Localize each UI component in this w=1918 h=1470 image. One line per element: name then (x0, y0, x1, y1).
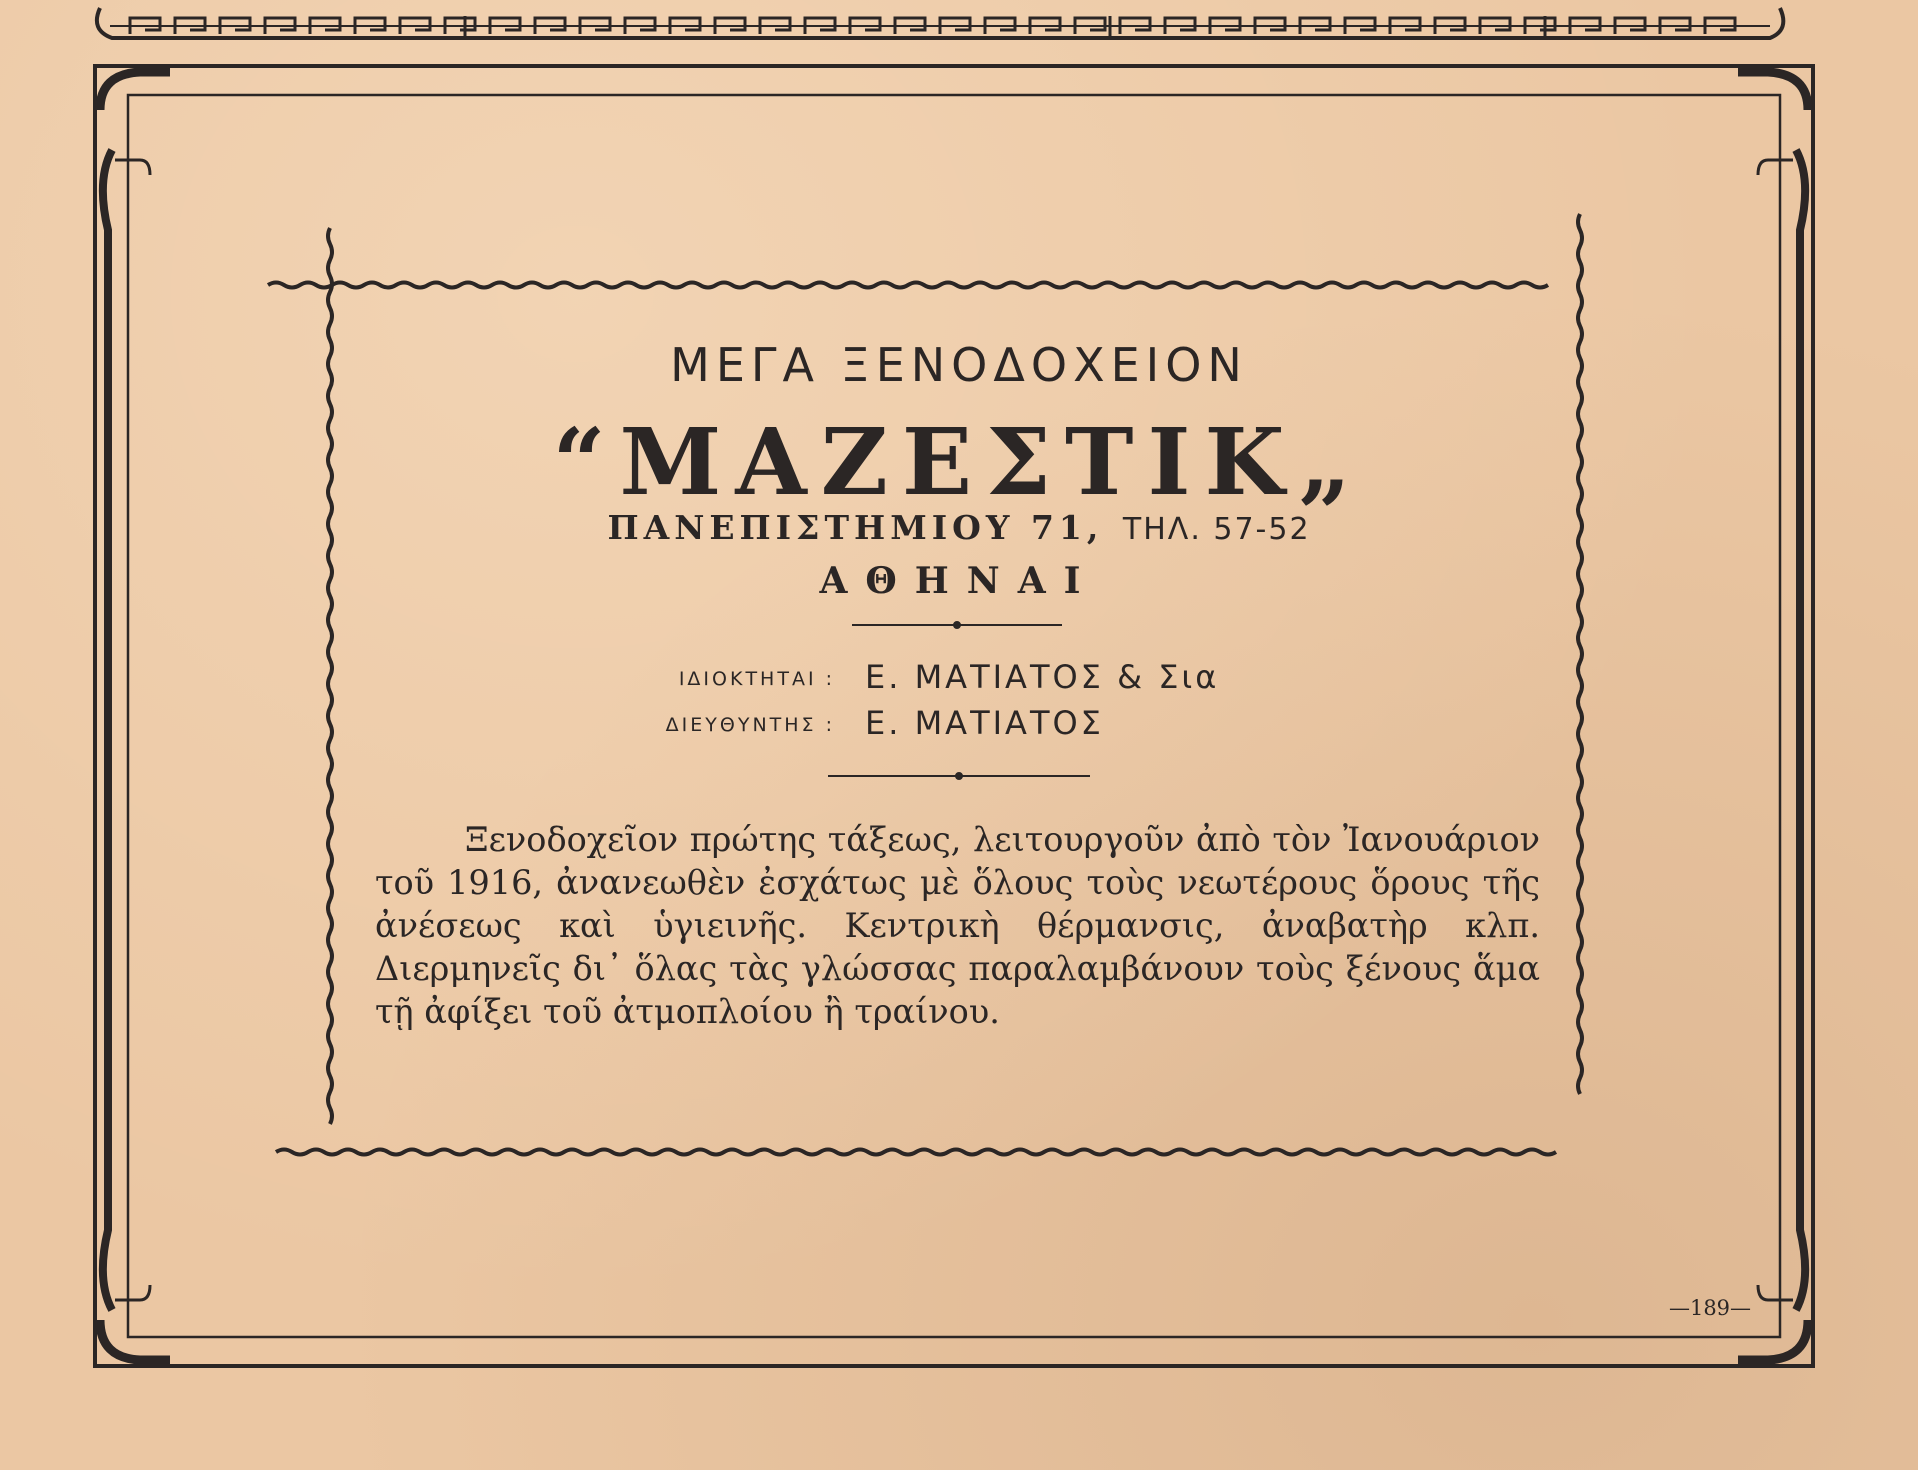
owners-label: ΙΔΙΟΚΤΗΤΑΙ : (678, 668, 835, 690)
ad-heading: ΜΕΓΑ ΞΕΝΟΔΟΧΕΙΟΝ (670, 338, 1248, 392)
director-label: ΔΙΕΥΘΥΝΤΗΣ : (665, 714, 835, 736)
owners-value: Ε. ΜΑΤΙΑΤΟΣ & Σια (865, 658, 1220, 696)
street-address: ΠΑΝΕΠΙΣΤΗΜΙΟΥ 71, (607, 508, 1104, 547)
address-line (0, 508, 1918, 547)
director-value: Ε. ΜΑΤΙΑΤΟΣ (865, 704, 1104, 742)
divider-rules (828, 622, 1090, 780)
hotel-name: “ΜΑΖΕΣΤΙΚ„ (552, 408, 1366, 516)
greek-key-band (97, 8, 1783, 38)
page-number: —189— (1668, 1296, 1752, 1320)
phone-number: ΤΗΛ. 57-52 (1122, 512, 1311, 547)
city-name: ΑΘΗΝΑΙ (819, 560, 1099, 602)
hotel-description: Ξενοδοχεῖον πρώτης τάξεως, λειτουργοῦν ἀπὸ τὸν Ἰανουάριον τοῦ 1916, ἀνανεωθὲν ἐσχάτως μὲ ὅλους τοὺς νεωτέρους ὅρους τῆς ἀνέσεως καὶ ὑγιεινῆς. Κεντρικὴ θέρμανσις, ἀναβατὴρ κλπ. Διερμηνεῖς δι᾽ ὅλας τὰς γλώσσας παραλαμβάνουν τοὺς ξένους ἅμα τῇ ἀφίξει τοῦ ἀτμοπλοίου ἢ τραίνου. (375, 820, 1540, 1031)
